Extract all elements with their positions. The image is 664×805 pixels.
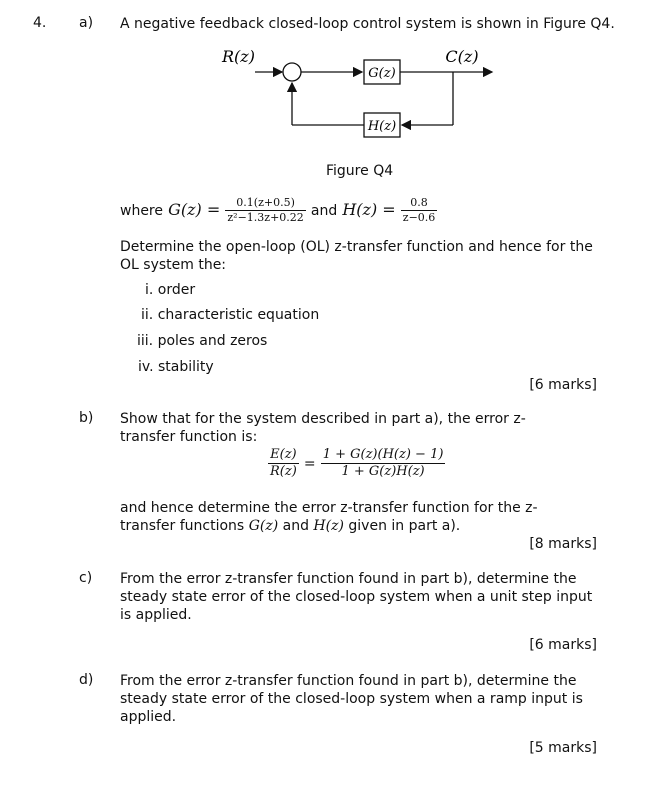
g-block-label: G(z) (368, 66, 396, 81)
part-c-text: From the error z-transfer function found in part b), determine the steady state error of the closed-loop system when a unit step input is applied. (120, 571, 593, 623)
part-c-marks: [6 marks] (529, 637, 597, 653)
output-label: C(z) (445, 47, 479, 66)
h-lhs: H(z) = (342, 200, 396, 219)
part-a-instruction: Determine the open-loop (OL) z-transfer function and hence for the OL system the: (120, 239, 593, 273)
error-equation (268, 447, 445, 480)
g-numerator: 0.1(z+0.5) (225, 196, 305, 211)
part-d-marks: [5 marks] (529, 740, 597, 756)
question-number: 4. (33, 15, 47, 31)
list-item: iv. stability (138, 359, 214, 375)
h-denominator: z−0.6 (402, 211, 436, 224)
part-a-intro: A negative feedback closed-loop control system is shown in Figure Q4. (120, 16, 615, 32)
where-text: where (120, 203, 163, 219)
h-numerator: 0.8 (401, 196, 438, 211)
transfer-functions (120, 196, 437, 225)
h-block-label: H(z) (367, 119, 397, 134)
g-fraction (225, 196, 305, 225)
part-a-marks: [6 marks] (529, 377, 597, 393)
list-item: iii. poles and zeros (137, 333, 268, 349)
part-a-label: a) (79, 15, 94, 31)
part-b-label: b) (79, 410, 94, 426)
g-lhs: G(z) = (168, 200, 221, 219)
part-d-text: From the error z-transfer function found in part b), determine the steady state error of the closed-loop system when a ramp input is applied. (120, 673, 583, 725)
error-rhs-fraction: $\frac{1 + G(z)(H(z) - 1)}{1 + G(z)H(z)}$ (322, 447, 444, 479)
equals-sign: = (303, 456, 316, 472)
part-c-label: c) (79, 570, 93, 586)
and-text: and (310, 203, 338, 219)
input-label: R(z) (222, 47, 255, 66)
part-b-marks: [8 marks] (529, 536, 597, 552)
h-fraction (401, 196, 438, 225)
error-lhs-fraction: $\frac{E(z)}{R(z)}$ (270, 447, 297, 479)
list-item: i. order (145, 282, 196, 298)
summing-junction (283, 63, 301, 81)
part-d-label: d) (79, 672, 94, 688)
list-item: ii. characteristic equation (141, 307, 320, 323)
part-b-text: Show that for the system described in part a), the error z-transfer function is: (120, 411, 526, 445)
part-b-text2: and hence determine the error z-transfer function for the z-transfer functions G(z) and H(z) given in part a). (120, 500, 538, 534)
g-denominator: z²−1.3z+0.22 (227, 211, 304, 224)
block-diagram (200, 40, 510, 145)
figure-caption: Figure Q4 (326, 163, 394, 179)
